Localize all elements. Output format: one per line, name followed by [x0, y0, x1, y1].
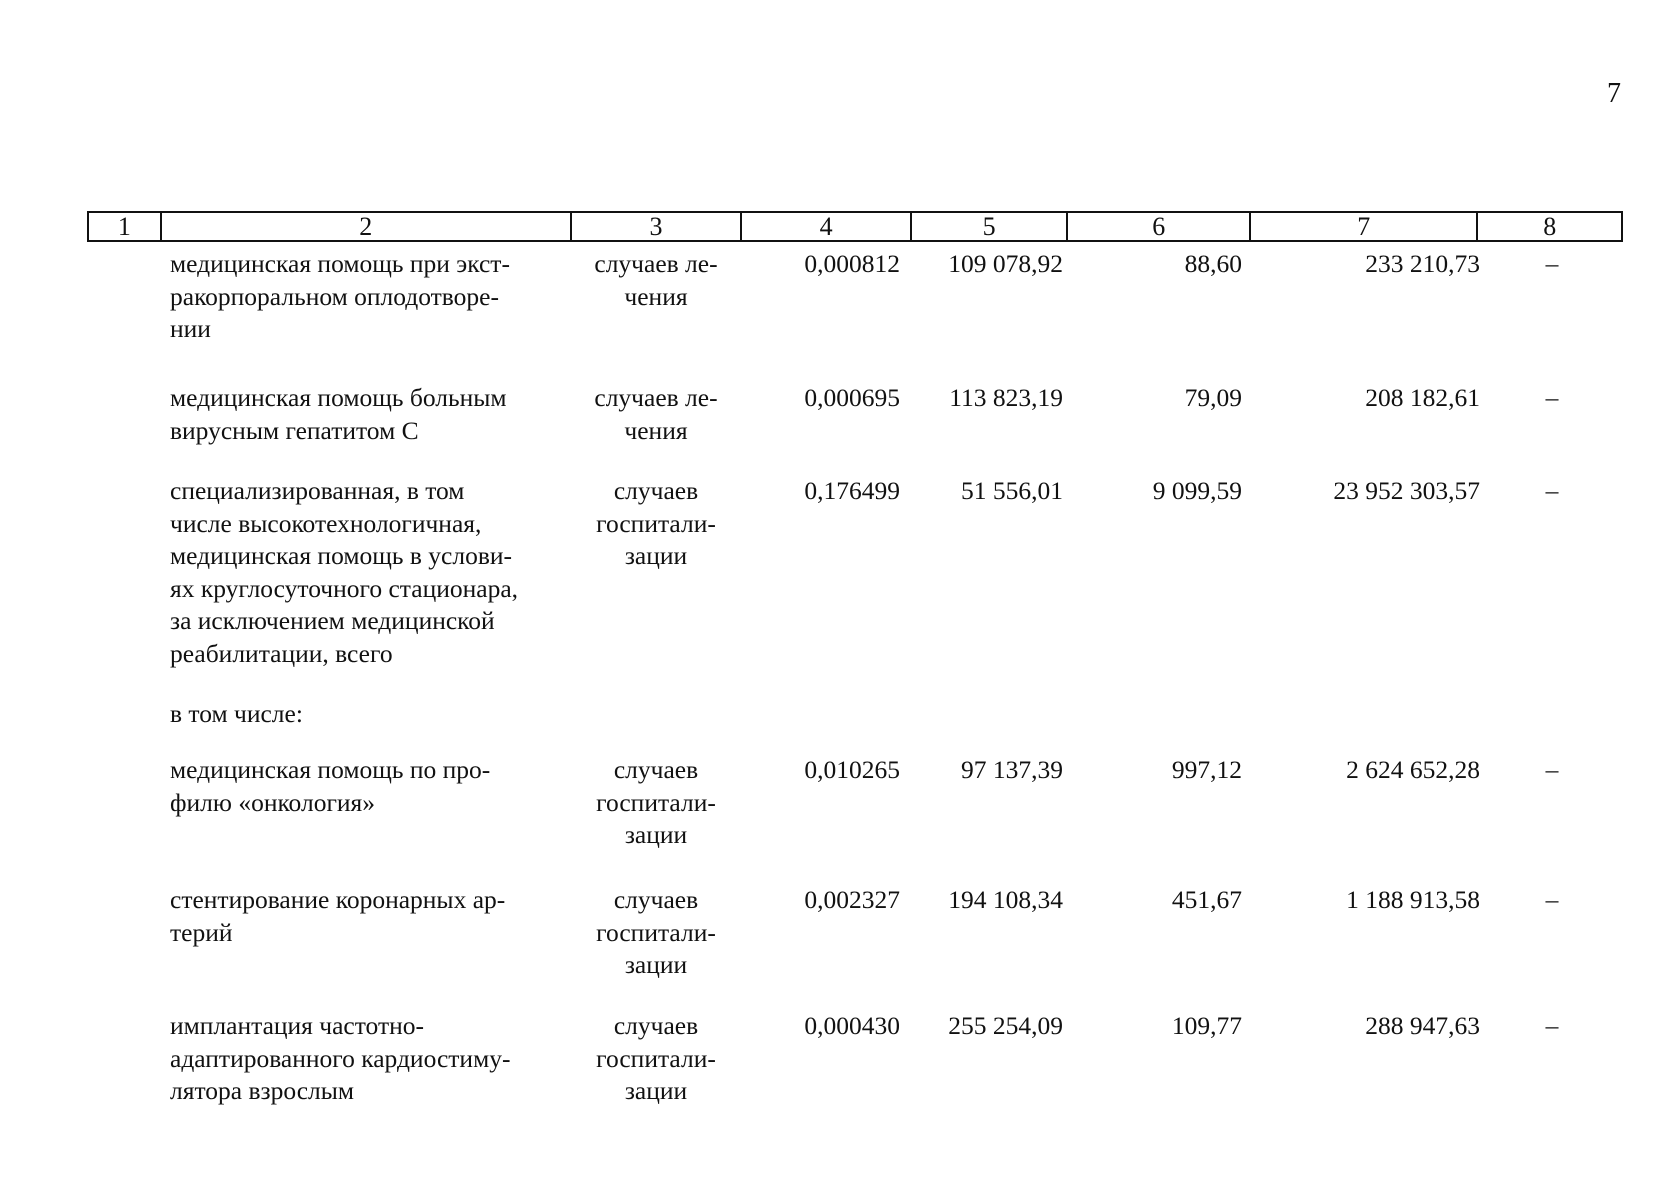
column-header-5: 5 — [912, 213, 1069, 240]
value-col-7: 23 952 303,57 — [1333, 476, 1480, 505]
value-col-8: – — [1545, 1011, 1559, 1040]
value-col-5: 97 137,39 — [961, 755, 1063, 784]
value-col-7: 208 182,61 — [1365, 383, 1480, 412]
value-col-8: – — [1545, 476, 1559, 505]
value-col-4: 0,000430 — [804, 1011, 900, 1040]
service-name: медицинская помощь больным вирусным гепатитом С — [170, 383, 507, 445]
value-col-7: 2 624 652,28 — [1346, 755, 1480, 784]
column-header-8: 8 — [1543, 212, 1557, 241]
column-header-6: 6 — [1068, 213, 1251, 240]
unit-of-measure: случаев ле- чения — [594, 383, 718, 445]
value-col-7: 233 210,73 — [1365, 249, 1480, 278]
value-col-6: 9 099,59 — [1152, 476, 1242, 505]
value-col-5: 255 254,09 — [948, 1011, 1063, 1040]
value-col-6: 88,60 — [1184, 249, 1242, 278]
unit-of-measure: случаев госпитали- зации — [596, 476, 716, 570]
column-header-3: 3 — [572, 213, 743, 240]
value-col-8: – — [1545, 755, 1559, 784]
column-header-2: 2 — [162, 213, 572, 240]
value-col-5: 109 078,92 — [948, 249, 1063, 278]
unit-of-measure: случаев госпитали- зации — [596, 1011, 716, 1105]
value-col-4: 0,176499 — [804, 476, 900, 505]
column-header-1: 1 — [89, 213, 162, 240]
value-col-6: 451,67 — [1171, 885, 1242, 914]
value-col-8: – — [1545, 383, 1559, 412]
value-col-8: – — [1545, 885, 1559, 914]
table-header — [87, 211, 1623, 242]
value-col-5: 51 556,01 — [961, 476, 1063, 505]
column-header-7: 7 — [1251, 213, 1478, 240]
service-name: специализированная, в том числе высокотехнологичная, медицинская помощь в услови- ях круглосуточного стационара, за исключением медицинской реабилитации, всего — [170, 476, 519, 668]
service-name: имплантация частотно- адаптированного кардиостиму- лятора взрослым — [170, 1011, 511, 1105]
subheading: в том числе: — [170, 699, 303, 728]
value-col-6: 109,77 — [1171, 1011, 1242, 1040]
value-col-6: 79,09 — [1184, 383, 1242, 412]
column-header-4: 4 — [742, 213, 912, 240]
unit-of-measure: случаев ле- чения — [594, 249, 718, 311]
value-col-4: 0,002327 — [804, 885, 900, 914]
unit-of-measure: случаев госпитали- зации — [596, 885, 716, 979]
unit-of-measure: случаев госпитали- зации — [596, 755, 716, 849]
value-col-7: 1 188 913,58 — [1346, 885, 1480, 914]
value-col-7: 288 947,63 — [1365, 1011, 1480, 1040]
value-col-5: 113 823,19 — [949, 383, 1063, 412]
value-col-6: 997,12 — [1171, 755, 1242, 784]
value-col-8: – — [1545, 249, 1559, 278]
value-col-4: 0,000812 — [804, 249, 900, 278]
service-name: медицинская помощь по про- филю «онкология» — [170, 755, 491, 817]
value-col-4: 0,010265 — [804, 755, 900, 784]
service-name: стентирование коронарных ар- терий — [170, 885, 506, 947]
page-number: 7 — [1607, 78, 1621, 109]
value-col-4: 0,000695 — [804, 383, 900, 412]
service-name: медицинская помощь при экст- ракорпоральном оплодотворе- нии — [170, 249, 510, 343]
value-col-5: 194 108,34 — [948, 885, 1063, 914]
